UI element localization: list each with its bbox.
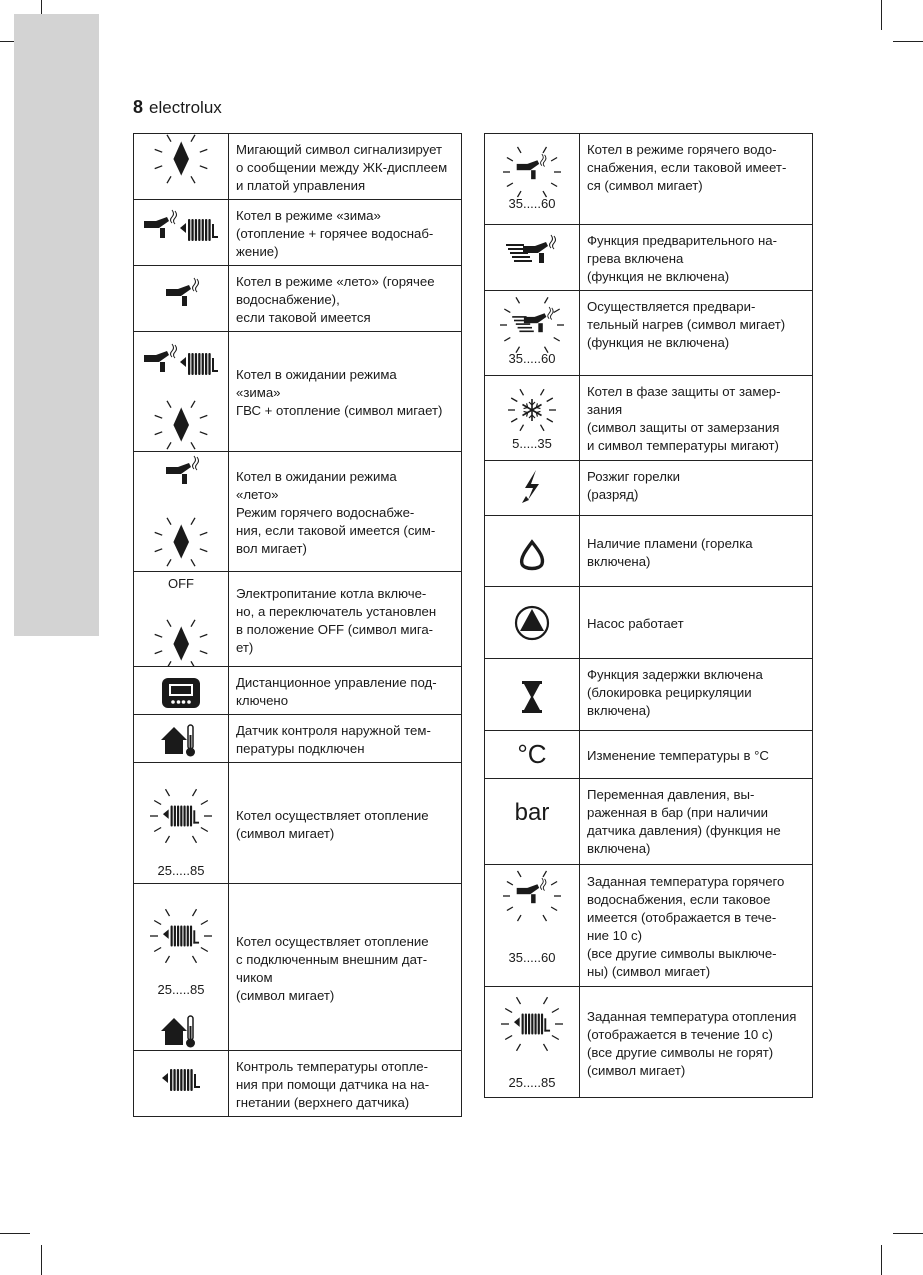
symbol-cell <box>485 291 580 376</box>
description-cell <box>580 659 813 731</box>
radiator-icon <box>162 1069 200 1091</box>
blink-preheat-tap-icon <box>500 297 564 352</box>
description-line: (отопление + горячее водоснаб- <box>236 226 434 241</box>
left-symbol-table <box>133 133 462 1117</box>
right-symbol-table <box>484 133 813 1098</box>
description-line: водоснабжение), <box>236 292 340 307</box>
description-cell <box>229 452 462 572</box>
symbol-cell <box>485 376 580 461</box>
flame-icon <box>522 542 543 569</box>
crop-mark <box>893 41 923 42</box>
description-line: пературы подключен <box>236 741 365 756</box>
symbol-graphic <box>485 225 579 288</box>
symbol-cell <box>134 266 229 332</box>
symbol-cell <box>485 516 580 587</box>
table-row <box>485 659 813 731</box>
blink-tap-icon <box>503 147 561 197</box>
table-row <box>485 779 813 865</box>
description-line: водоснабжения, если таковое <box>587 892 771 907</box>
description-line: (разряд) <box>587 487 639 502</box>
description-line: (все другие символы выключе- <box>587 946 777 961</box>
description-line: (символ мигает) <box>236 987 335 1003</box>
symbol-cell <box>485 134 580 225</box>
range-label: 5.....35 <box>512 436 552 451</box>
description-line: с подключенным внешним дат- <box>236 951 428 967</box>
description-line: (функция не включена) <box>587 269 730 284</box>
description-line: Функция предварительного на- <box>587 233 778 248</box>
symbol-cell <box>134 332 229 452</box>
description-line: включена) <box>587 553 651 569</box>
mode-label: OFF <box>168 576 194 591</box>
celsius-icon: °C <box>517 739 547 769</box>
symbol-cell <box>485 587 580 659</box>
crop-mark <box>0 1233 30 1234</box>
description-line: и символ температуры мигают) <box>587 438 779 453</box>
description-line: вол мигает) <box>236 541 307 556</box>
symbol-cell <box>134 572 229 667</box>
range-label: 25.....85 <box>157 982 205 997</box>
page-header <box>133 97 222 118</box>
description-line: (символ мигает) <box>236 825 335 841</box>
blink-tap-icon <box>503 871 561 921</box>
description-line: ние 10 с) <box>587 928 642 943</box>
description-cell <box>229 715 462 763</box>
description-line: Режим горячего водоснабже- <box>236 505 415 520</box>
description-cell <box>580 134 813 225</box>
description-line: имеется (отображается в тече- <box>587 910 777 925</box>
symbol-graphic <box>134 667 228 714</box>
symbol-cell <box>134 715 229 763</box>
description-line: жение) <box>236 244 279 259</box>
description-line: Котел в ожидании режима <box>236 469 397 484</box>
description-line: (блокировка рециркуляции <box>587 685 752 700</box>
description-line: ет) <box>236 639 254 655</box>
description-line: ния при помощи датчика на на- <box>236 1077 430 1092</box>
table-row <box>134 134 462 200</box>
description-line: в положение OFF (символ мига- <box>236 621 434 637</box>
house-thermometer-icon <box>161 725 195 757</box>
table-row <box>485 987 813 1098</box>
description-line: включена) <box>587 703 651 718</box>
description-line: Заданная температура отопления <box>587 1008 797 1024</box>
blink-triangle-icon <box>155 135 208 183</box>
description-line: и платой управления <box>236 178 366 193</box>
table-row <box>485 865 813 987</box>
description-line: Осуществляется предвари- <box>587 299 756 314</box>
symbol-graphic <box>134 1051 228 1108</box>
description-cell <box>229 1051 462 1117</box>
symbol-graphic <box>485 865 579 986</box>
symbol-graphic <box>485 461 579 515</box>
description-cell <box>229 134 462 200</box>
symbol-cell <box>485 461 580 516</box>
description-cell <box>229 763 462 884</box>
symbol-graphic <box>485 659 579 730</box>
crop-mark <box>893 1233 923 1234</box>
description-line: ния, если таковой имеется (сим- <box>236 523 436 538</box>
tap-icon <box>166 456 199 484</box>
blink-triangle-icon <box>155 518 208 566</box>
blink-radiator-icon <box>150 789 212 843</box>
description-line: (символ защиты от замерзания <box>587 420 780 435</box>
symbol-cell <box>485 659 580 731</box>
side-tab <box>14 14 99 636</box>
description-cell <box>229 200 462 266</box>
symbol-cell <box>134 667 229 715</box>
description-line: гнетании (верхнего датчика) <box>236 1095 410 1110</box>
table-row <box>134 884 462 1051</box>
symbol-cell <box>134 200 229 266</box>
description-line: включена) <box>587 841 651 856</box>
description-line: (отображается в течение 10 с) <box>587 1026 773 1042</box>
symbol-cell <box>485 987 580 1098</box>
table-row <box>134 452 462 572</box>
range-label: 35.....60 <box>508 950 556 965</box>
description-line: Котел в ожидании режима <box>236 367 397 382</box>
symbol-cell <box>485 779 580 865</box>
description-line: Контроль температуры отопле- <box>236 1059 429 1074</box>
preheat-tap-icon <box>506 235 556 263</box>
description-cell <box>229 667 462 715</box>
table-row <box>134 715 462 763</box>
tap-radiator-icon <box>144 210 218 241</box>
description-line: Котел в режиме «зима» <box>236 208 381 223</box>
description-line: Наличие пламени (горелка <box>587 535 753 551</box>
table-row <box>134 200 462 266</box>
description-line: если таковой имеется <box>236 310 371 325</box>
description-line: грева включена <box>587 251 684 266</box>
remote-control-icon <box>162 678 200 708</box>
description-line: ключено <box>236 693 289 708</box>
description-cell <box>580 516 813 587</box>
description-line: ны) (символ мигает) <box>587 964 711 979</box>
page-number: 8 <box>133 97 144 117</box>
table-row <box>134 1051 462 1117</box>
symbol-cell <box>134 884 229 1051</box>
range-label: 35.....60 <box>508 351 556 366</box>
description-cell <box>229 884 462 1051</box>
table-row <box>485 134 813 225</box>
table-row <box>485 516 813 587</box>
symbol-graphic <box>485 516 579 586</box>
symbol-graphic <box>134 134 228 193</box>
description-line: Мигающий символ сигнализирует <box>236 142 443 157</box>
description-line: Котел в режиме «лето» (горячее <box>236 274 435 289</box>
description-line: (символ мигает) <box>587 1062 686 1078</box>
crop-mark <box>41 1245 42 1275</box>
description-cell <box>580 987 813 1098</box>
crop-mark <box>881 1245 882 1275</box>
symbol-cell <box>134 1051 229 1117</box>
description-line: Котел в фазе защиты от замер- <box>587 384 781 399</box>
table-row <box>485 225 813 291</box>
blink-triangle-icon <box>155 401 208 449</box>
crop-mark <box>881 0 882 30</box>
table-row <box>485 461 813 516</box>
bar-icon: bar <box>514 799 550 826</box>
table-row <box>134 266 462 332</box>
symbol-graphic <box>134 884 228 1050</box>
symbol-graphic <box>134 452 228 571</box>
pump-icon <box>516 607 548 639</box>
symbol-graphic <box>485 587 579 658</box>
range-label: 25.....85 <box>508 1075 556 1090</box>
house-thermometer-icon <box>161 1016 195 1048</box>
description-line: Датчик контроля наружной тем- <box>236 723 431 738</box>
description-line: Переменная давления, вы- <box>587 787 755 802</box>
table-row <box>134 572 462 667</box>
symbol-cell <box>485 731 580 779</box>
description-line: ся (символ мигает) <box>587 178 703 193</box>
table-row <box>134 667 462 715</box>
description-line: Электропитание котла включе- <box>236 585 427 601</box>
symbol-cell <box>485 225 580 291</box>
description-line: «зима» <box>236 385 281 400</box>
description-cell <box>229 266 462 332</box>
description-line: Котел осуществляет отопление <box>236 807 429 823</box>
description-cell <box>229 332 462 452</box>
table-row <box>134 332 462 452</box>
symbol-cell <box>134 763 229 884</box>
table-row <box>485 731 813 779</box>
table-row <box>134 763 462 884</box>
description-line: раженная в бар (при наличии <box>587 805 768 820</box>
description-line: о сообщении между ЖК-дисплеем <box>236 160 448 175</box>
description-cell <box>580 461 813 516</box>
description-line: Изменение температуры в °C <box>587 748 769 763</box>
description-line: снабжения, если таковой имеет- <box>587 160 787 175</box>
range-label: 35.....60 <box>508 196 556 211</box>
description-line: (функция не включена) <box>587 335 730 350</box>
description-line: Котел в режиме горячего водо- <box>587 142 777 157</box>
blink-radiator-icon <box>150 909 212 963</box>
blink-triangle-icon <box>155 620 208 666</box>
description-line: «лето» <box>236 487 279 502</box>
description-line: датчика давления) (функция не <box>587 823 781 838</box>
description-line: чиком <box>236 969 273 985</box>
description-line: ГВС + отопление (символ мигает) <box>236 403 443 418</box>
tap-radiator-icon <box>144 344 218 375</box>
description-cell <box>580 291 813 376</box>
brand-name: electrolux <box>149 98 222 117</box>
description-line: Розжиг горелки <box>587 469 681 484</box>
description-line: но, а переключатель установлен <box>236 603 437 619</box>
symbol-cell <box>134 134 229 200</box>
description-cell <box>580 376 813 461</box>
range-label: 25.....85 <box>157 863 205 878</box>
description-cell <box>580 587 813 659</box>
spark-icon <box>522 470 539 503</box>
description-line: тельный нагрев (символ мигает) <box>587 317 786 332</box>
description-line: Дистанционное управление под- <box>236 675 437 690</box>
description-cell <box>580 865 813 987</box>
description-line: зания <box>587 402 623 417</box>
description-line: Функция задержки включена <box>587 667 763 682</box>
description-cell <box>580 225 813 291</box>
symbol-graphic <box>134 266 228 324</box>
description-cell <box>580 779 813 865</box>
description-line: Котел осуществляет отопление <box>236 933 429 949</box>
table-row <box>485 291 813 376</box>
description-line: Насос работает <box>587 616 684 631</box>
description-line: (все другие символы не горят) <box>587 1044 774 1060</box>
symbol-cell <box>134 452 229 572</box>
symbol-graphic <box>134 200 228 258</box>
table-row <box>485 376 813 461</box>
table-row <box>485 587 813 659</box>
description-cell <box>229 572 462 667</box>
hourglass-icon <box>522 681 542 713</box>
symbol-graphic <box>134 715 228 762</box>
tap-icon <box>166 278 199 306</box>
symbol-cell <box>485 865 580 987</box>
description-cell <box>580 731 813 779</box>
blink-snowflake-icon <box>508 389 556 431</box>
description-line: Заданная температура горячего <box>587 874 785 889</box>
blink-radiator-icon <box>501 997 563 1051</box>
symbol-graphic <box>134 332 228 451</box>
